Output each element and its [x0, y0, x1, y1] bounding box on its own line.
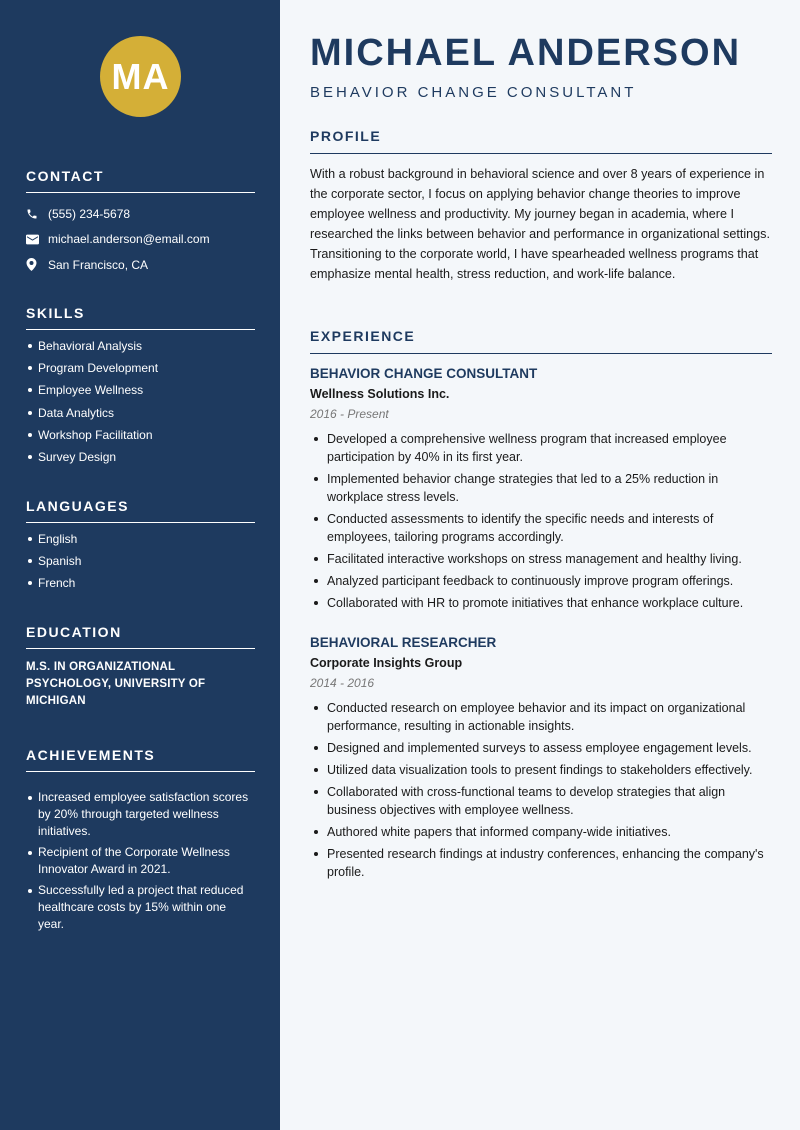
job-bullets — [310, 430, 772, 612]
candidate-name: MICHAEL ANDERSON — [310, 32, 742, 74]
language-item: French — [26, 576, 255, 590]
education-degree: M.S. IN ORGANIZATIONAL PSYCHOLOGY, UNIVERSITY OF MICHIGAN — [26, 661, 206, 707]
sidebar — [0, 0, 280, 1130]
job-bullet: Designed and implemented surveys to assess employee engagement levels. — [310, 739, 772, 757]
phone-icon — [26, 208, 48, 220]
contact-section — [26, 168, 255, 278]
job-bullet: Presented research findings at industry conferences, enhancing the company's profile. — [310, 845, 772, 881]
job-title: BEHAVIOR CHANGE CONSULTANT — [310, 366, 538, 381]
job-company: Wellness Solutions Inc. — [310, 387, 450, 401]
job-bullet: Collaborated with cross-functional teams to develop strategies that align business objectives with employee wellness. — [310, 783, 772, 819]
education-section — [26, 624, 255, 710]
contact-email — [26, 227, 255, 253]
job-bullets — [310, 699, 772, 881]
job-entry — [310, 366, 772, 616]
job-bullet: Utilized data visualization tools to present findings to stakeholders effectively. — [310, 761, 772, 779]
skill-item: Program Development — [26, 361, 255, 375]
job-company: Corporate Insights Group — [310, 656, 463, 670]
location-text: San Francisco, CA — [48, 257, 149, 272]
job-entry — [310, 635, 772, 885]
job-dates: 2014 - 2016 — [310, 676, 375, 690]
contact-phone — [26, 201, 255, 227]
skills-list — [26, 339, 255, 464]
contact-location — [26, 252, 255, 278]
language-item: English — [26, 532, 255, 546]
languages-section — [26, 498, 255, 599]
skill-item: Employee Wellness — [26, 383, 255, 397]
email-address: michael.anderson@email.com — [48, 232, 210, 247]
skill-item: Workshop Facilitation — [26, 428, 255, 442]
achievements-section — [26, 747, 255, 937]
job-bullet: Conducted research on employee behavior and its impact on organizational performance, resulting in actionable insights. — [310, 699, 772, 735]
achievement-item: Successfully led a project that reduced healthcare costs by 15% within one year. — [26, 882, 255, 933]
education-title: EDUCATION — [26, 624, 255, 649]
skill-item: Behavioral Analysis — [26, 339, 255, 353]
job-bullet: Developed a comprehensive wellness program that increased employee participation by 40% in its first year. — [310, 430, 772, 466]
avatar: MA — [100, 36, 181, 117]
achievements-title: ACHIEVEMENTS — [26, 747, 255, 772]
profile-title: PROFILE — [310, 128, 772, 154]
achievement-item: Increased employee satisfaction scores by 20% through targeted wellness initiatives. — [26, 789, 255, 840]
languages-list — [26, 532, 255, 590]
profile-section — [310, 128, 772, 284]
skills-section — [26, 305, 255, 472]
job-bullet: Implemented behavior change strategies that led to a 25% reduction in workplace stress levels. — [310, 470, 772, 506]
experience-section — [310, 328, 772, 354]
candidate-role: BEHAVIOR CHANGE CONSULTANT — [310, 84, 637, 101]
contact-list — [26, 201, 255, 278]
experience-title: EXPERIENCE — [310, 328, 772, 354]
language-item: Spanish — [26, 554, 255, 568]
languages-title: LANGUAGES — [26, 498, 255, 523]
location-pin-icon — [26, 258, 48, 271]
skills-title: SKILLS — [26, 305, 255, 330]
email-icon — [26, 234, 48, 245]
phone-number: (555) 234-5678 — [48, 206, 131, 221]
contact-title: CONTACT — [26, 168, 255, 193]
skill-item: Survey Design — [26, 450, 255, 464]
job-bullet: Conducted assessments to identify the specific needs and interests of employees, tailoring programs accordingly. — [310, 510, 772, 546]
job-bullet: Collaborated with HR to promote initiatives that enhance workplace culture. — [310, 594, 772, 612]
achievement-item: Recipient of the Corporate Wellness Innovator Award in 2021. — [26, 844, 255, 878]
job-bullet: Facilitated interactive workshops on stress management and healthy living. — [310, 550, 772, 568]
skill-item: Data Analytics — [26, 406, 255, 420]
job-dates: 2016 - Present — [310, 407, 389, 421]
achievements-list — [26, 789, 255, 933]
job-title: BEHAVIORAL RESEARCHER — [310, 635, 497, 650]
job-bullet: Authored white papers that informed company-wide initiatives. — [310, 823, 772, 841]
job-bullet: Analyzed participant feedback to continuously improve program offerings. — [310, 572, 772, 590]
profile-text: With a robust background in behavioral science and over 8 years of experience in the corporate sector, I focus on applying behavior change theories to improve employee wellness and productivity. My journey began in academia, where I researched the links between behavior and performance in organizational settings. Transitioning to the corporate world, I have spearheaded wellness programs that emphasize mental health, stress reduction, and work-life balance. — [310, 167, 770, 281]
